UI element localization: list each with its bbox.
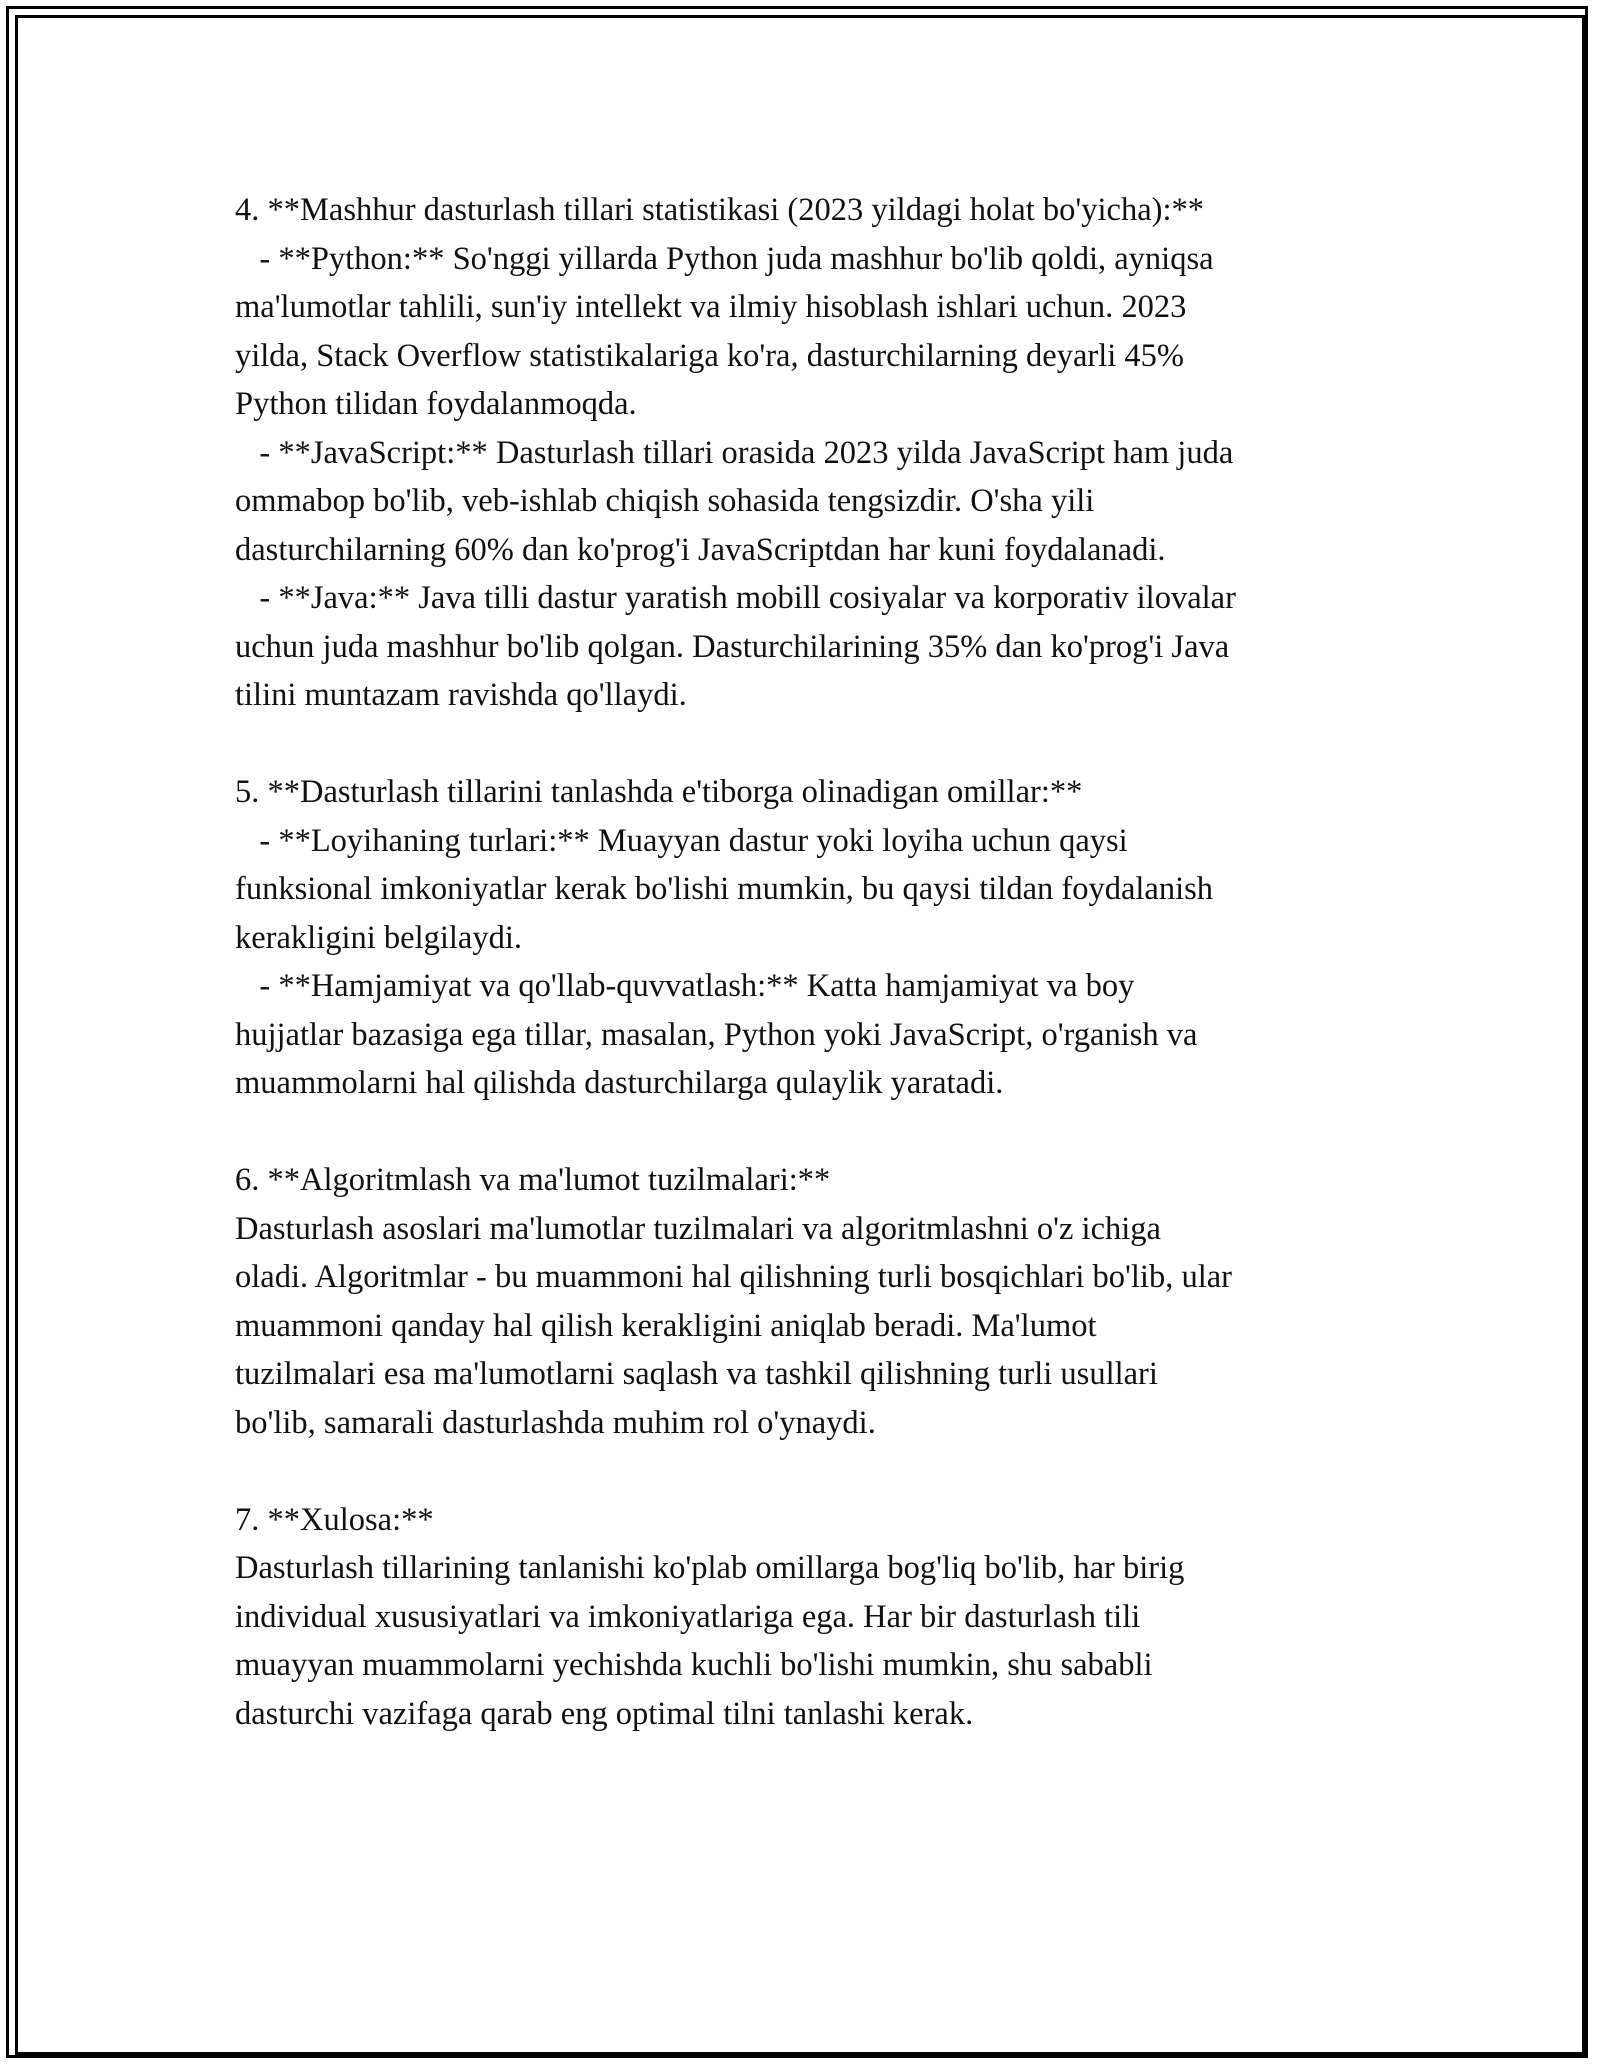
text-line: uchun juda mashhur bo'lib qolgan. Dasturchilarining 35% dan ko'prog'i Java (235, 628, 1230, 665)
text-line: - **Hamjamiyat va qo'llab-quvvatlash:** Katta hamjamiyat va boy (235, 968, 1135, 1004)
section-heading: 4. **Mashhur dasturlash tillari statistikasi (2023 yildagi holat bo'yicha):** (235, 192, 1204, 228)
section-heading: 6. **Algoritmlash va ma'lumot tuzilmalari:** (235, 1162, 831, 1198)
text-line: hujjatlar bazasiga ega tillar, masalan, Python yoki JavaScript, o'rganish va (235, 1016, 1198, 1053)
text-line: Python tilidan foydalanmoqda. (235, 386, 637, 422)
text-line: individual xususiyatlari va imkoniyatlariga ega. Har bir dasturlash tili (235, 1598, 1141, 1635)
text-line: Dasturlash tillarining tanlanishi ko'plab omillarga bog'liq bo'lib, har birig (235, 1550, 1185, 1586)
text-line: dasturchi vazifaga qarab eng optimal tilni tanlashi kerak. (235, 1695, 974, 1732)
text-line: muammolarni hal qilishda dasturchilarga qulaylik yaratadi. (235, 1065, 1004, 1101)
text-line: ma'lumotlar tahlili, sun'iy intellekt va ilmiy hisoblash ishlari uchun. 2023 (235, 289, 1187, 325)
text-line: bo'lib, samarali dasturlashda muhim rol o'ynaydi. (235, 1404, 876, 1441)
text-line: yilda, Stack Overflow statistikalariga ko'ra, dasturchilarning deyarli 45% (235, 337, 1184, 374)
text-line: ommabop bo'lib, veb-ishlab chiqish sohasida tengsizdir. O'sha yili (235, 483, 1095, 519)
text-line: - **Loyihaning turlari:** Muayyan dastur yoki loyiha uchun qaysi (235, 822, 1128, 859)
section-heading: 5. **Dasturlash tillarini tanlashda e'tiborga olinadigan omillar:** (235, 774, 1083, 810)
text-line: funksional imkoniyatlar kerak bo'lishi mumkin, bu qaysi tildan foydalanish (235, 871, 1213, 907)
text-line: - **JavaScript:** Dasturlash tillari orasida 2023 yilda JavaScript ham juda (235, 434, 1234, 471)
text-line: - **Python:** So'nggi yillarda Python juda mashhur bo'lib qoldi, ayniqsa (235, 240, 1214, 277)
paragraph-gap (235, 1108, 1375, 1157)
text-line: dasturchilarning 60% dan ko'prog'i JavaScriptdan har kuni foydalanadi. (235, 531, 1166, 568)
section-algorithms (235, 1156, 1375, 1447)
text-line: tuzilmalari esa ma'lumotlarni saqlash va tashkil qilishning turli usullari (235, 1356, 1158, 1392)
section-selection-factors (235, 768, 1375, 1108)
section-statistics (235, 186, 1375, 720)
section-heading: 7. **Xulosa:** (235, 1501, 434, 1538)
text-line: oladi. Algoritmlar - bu muammoni hal qilishning turli bosqichlari bo'lib, ular (235, 1259, 1232, 1295)
document-body (235, 186, 1375, 1738)
text-line: kerakligini belgilaydi. (235, 919, 523, 956)
text-line: - **Java:** Java tilli dastur yaratish mobill cosiyalar va korporativ ilovalar (235, 580, 1236, 616)
section-conclusion (235, 1496, 1375, 1739)
text-line: muayyan muammolarni yechishda kuchli bo'lishi mumkin, shu sababli (235, 1647, 1153, 1683)
paragraph-gap (235, 1447, 1375, 1496)
text-line: Dasturlash asoslari ma'lumotlar tuzilmalari va algoritmlashni o'z ichiga (235, 1210, 1161, 1247)
text-line: tilini muntazam ravishda qo'llaydi. (235, 677, 687, 713)
text-line: muammoni qanday hal qilish kerakligini aniqlab beradi. Ma'lumot (235, 1307, 1097, 1344)
paragraph-gap (235, 720, 1375, 769)
